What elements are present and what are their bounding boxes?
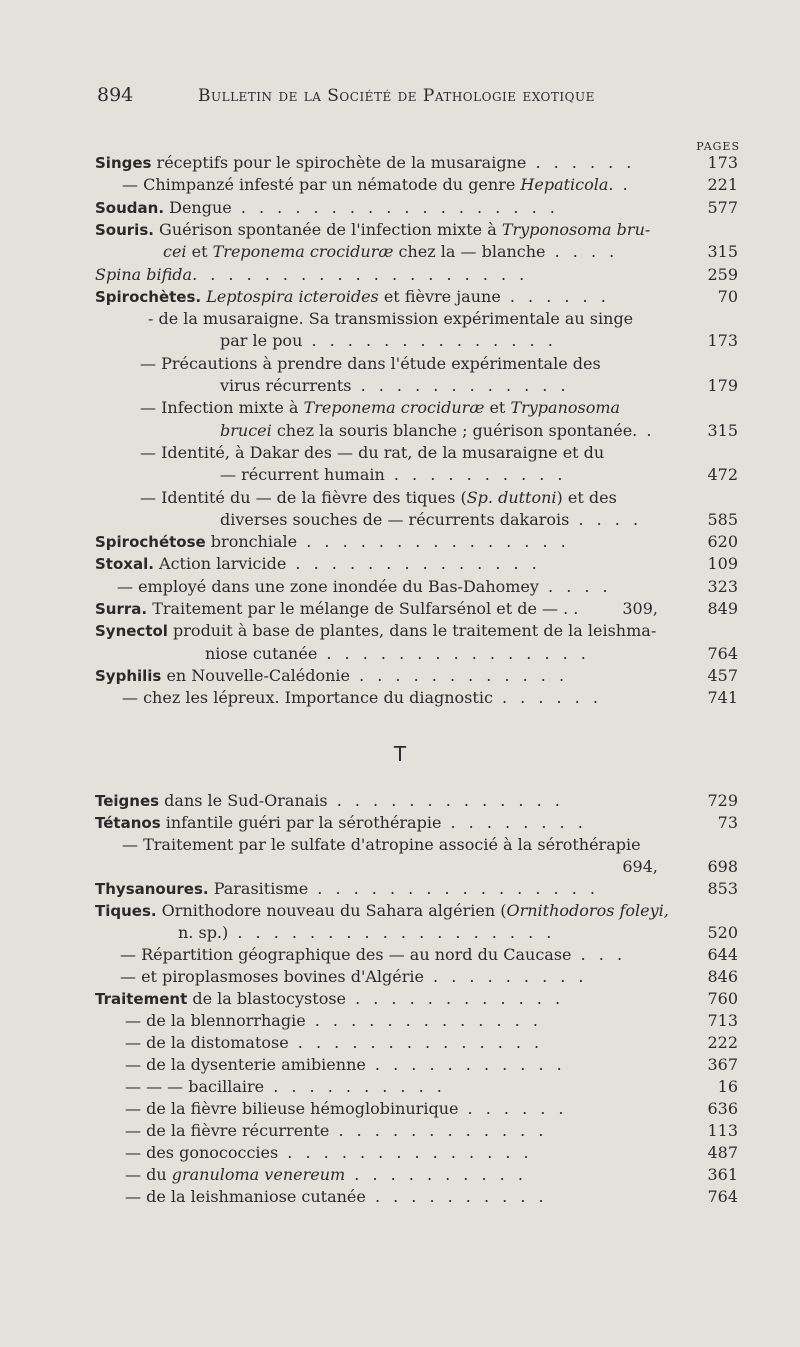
entry-leader-dots: . — [613, 175, 632, 195]
entry-description-cont: chez la souris blanche ; guérison spontanée. — [271, 420, 638, 440]
entry-page-ref: 846 — [707, 967, 738, 986]
entry-text — [95, 197, 559, 219]
entry-heading: Tiques. — [95, 902, 157, 920]
entry-page-ref: 315 — [707, 420, 738, 440]
entry-leader-dots: . . . . . . . . . . . . . . — [278, 1143, 533, 1162]
entry-italic-term: brucei — [220, 420, 272, 440]
entry-text — [220, 375, 570, 397]
index-entry — [0, 1164, 800, 1186]
entry-description: — des gonococcies — [125, 1143, 279, 1162]
entry-page-ref: 698 — [707, 857, 738, 876]
entry-page-ref: 729 — [707, 791, 738, 810]
entry-text — [122, 174, 632, 196]
index-entry — [0, 687, 800, 709]
entry-italic-term: Treponema crociduræ — [303, 398, 485, 418]
entry-page-ref: 361 — [707, 1165, 738, 1184]
index-entry — [0, 643, 800, 665]
entry-text — [95, 620, 656, 642]
index-entry — [0, 264, 800, 286]
entry-leader-dots: . . . . . . . . . . — [384, 465, 567, 485]
entry-text — [148, 308, 633, 330]
entry-text — [140, 353, 601, 375]
index-entry — [0, 375, 800, 397]
entry-leader-dots: . . . . . . . . . . . . — [329, 1121, 548, 1140]
entry-leader-dots: . . . . . . . . — [441, 813, 587, 832]
entry-description: — Infection mixte à — [140, 398, 304, 418]
entry-page-ref: 636 — [707, 1099, 738, 1118]
entry-page-ref: 113 — [707, 1121, 738, 1140]
entry-description: — de la leishmaniose cutanée — [125, 1187, 366, 1206]
entry-italic-term: Ornithodoros foleyi, — [506, 901, 669, 920]
entry-leader-dots: . . . . . . . . . . . . . — [305, 1011, 542, 1030]
entry-description: — de la blennorrhagie — [125, 1011, 306, 1030]
entry-description: niose cutanée — [205, 643, 318, 663]
entry-description: Dengue — [164, 197, 232, 217]
index-entry — [0, 1032, 800, 1054]
index-entry — [0, 922, 800, 944]
running-title: Bulletin de la Société de Pathologie exotique — [198, 86, 595, 106]
index-entry — [0, 790, 800, 812]
index-entry — [0, 856, 800, 878]
index-entry — [0, 1098, 800, 1120]
index-entry — [0, 509, 800, 531]
index-entry — [0, 812, 800, 834]
entry-description: — récurrent humain — [220, 465, 385, 485]
entry-page-ref: 713 — [707, 1011, 738, 1030]
entry-description: — Chimpanzé infesté par un nématode du genre — [122, 175, 521, 195]
entry-description: Parasitisme — [208, 879, 309, 898]
index-entry — [0, 620, 800, 642]
entry-leader-dots: . . . . . . . . . . — [365, 1187, 548, 1206]
entry-text — [125, 1120, 547, 1142]
entry-page-ref: 487 — [707, 1143, 738, 1162]
entry-text — [178, 922, 555, 944]
index-entry — [0, 308, 800, 330]
entry-description: — — — bacillaire — [125, 1077, 265, 1096]
entry-description-cont: et fièvre jaune — [378, 286, 501, 306]
entry-heading: Tétanos — [95, 814, 161, 832]
entry-page-ref: 694, — [622, 857, 658, 876]
entry-leader-dots: . . . . . . — [526, 153, 636, 172]
index-entry — [0, 197, 800, 219]
entry-heading: Surra. — [95, 600, 148, 618]
entry-page-ref: 179 — [707, 376, 738, 395]
entry-text — [125, 1186, 548, 1208]
index-entry — [0, 420, 800, 442]
index-entry — [0, 152, 800, 174]
entry-page-ref: 764 — [707, 1187, 738, 1206]
entry-description: Traitement par le mélange de Sulfarsénol et de — . . — [147, 599, 579, 618]
entry-text — [95, 553, 541, 575]
entry-text — [95, 900, 669, 922]
index-entry — [0, 966, 800, 988]
entry-description: — du — [125, 1165, 172, 1184]
entry-text — [95, 598, 578, 620]
entry-heading: Soudan. — [95, 198, 165, 217]
index-entry — [0, 988, 800, 1010]
index-entry — [0, 286, 800, 308]
entry-page-ref: 457 — [707, 665, 738, 685]
entry-description: virus récurrents — [220, 376, 352, 395]
entry-page-ref: 577 — [707, 197, 738, 217]
entry-page-ref: 585 — [707, 509, 738, 529]
entry-description: — de la fièvre bilieuse hémoglobinurique — [125, 1099, 459, 1118]
index-entry — [0, 878, 800, 900]
entry-leader-dots: . . . . — [538, 576, 612, 596]
entry-description: n. sp.) — [178, 923, 229, 942]
entry-leader-dots: . . . . . . . . . . . . . . — [288, 1033, 544, 1052]
index-entry — [0, 397, 800, 419]
index-entry — [0, 834, 800, 856]
entry-page-ref: 109 — [707, 554, 738, 574]
entry-italic-term: Leptospira icteroides — [206, 286, 379, 306]
index-entry — [0, 1142, 800, 1164]
entry-leader-dots: . — [637, 420, 656, 440]
entry-text — [163, 241, 618, 263]
entry-description: en Nouvelle-Calédonie — [161, 665, 350, 685]
entry-text — [95, 531, 570, 553]
entry-heading: Spirochètes. — [95, 287, 202, 306]
entry-heading: Traitement — [95, 990, 188, 1008]
entry-italic-term: granuloma venereum — [171, 1165, 346, 1184]
entry-description-cont: . — [608, 175, 614, 195]
entry-description: — Traitement par le sulfate d'atropine associé à la sérothérapie — [122, 835, 641, 854]
entry-description-cont: et — [484, 398, 511, 418]
entry-description: de la blastocystose — [187, 989, 346, 1008]
entry-description: — Identité du — de la fièvre des tiques ( — [140, 487, 467, 507]
entry-text — [95, 152, 635, 174]
entry-leader-dots: . . . — [571, 945, 627, 964]
entry-leader-dots: . . . . . . . . . . . . . . — [286, 554, 541, 574]
entry-page-ref: 173 — [707, 331, 738, 351]
entry-description: Action larvicide — [153, 554, 287, 574]
entry-text — [125, 1098, 568, 1120]
entry-heading: Souris. — [95, 220, 154, 239]
entry-text — [95, 264, 528, 286]
entry-page-ref: 259 — [707, 264, 738, 284]
entry-description: — et piroplasmoses bovines d'Algérie — [120, 967, 424, 986]
entry-text — [220, 509, 642, 531]
entry-italic-term: Trypanosoma — [510, 398, 621, 418]
entry-text — [122, 687, 602, 709]
entry-text — [205, 643, 590, 665]
entry-text — [140, 442, 604, 464]
entry-description: infantile guéri par la sérothérapie — [160, 813, 442, 832]
entry-text — [95, 878, 599, 900]
entry-italic-term: Treponema crociduræ — [212, 242, 394, 262]
entry-heading: Spirochétose — [95, 533, 206, 552]
entry-page-ref: 760 — [707, 989, 738, 1008]
index-entry — [0, 1120, 800, 1142]
entry-text — [125, 1054, 566, 1076]
entry-heading: Synectol — [95, 622, 168, 641]
entry-leader-dots: . . . . . . . . . . . . — [351, 376, 570, 395]
entry-description: — de la fièvre récurrente — [125, 1121, 330, 1140]
index-entry — [0, 241, 800, 263]
entry-heading: Teignes — [95, 792, 160, 810]
entry-description: - de la musaraigne. Sa transmission expérimentale au singe — [148, 309, 634, 329]
entry-text — [120, 944, 626, 966]
index-entry — [0, 1186, 800, 1208]
entry-leader-dots: . . . . . . — [492, 688, 602, 708]
index-entry — [0, 1054, 800, 1076]
entry-page-ref: 221 — [707, 175, 738, 195]
entry-leader-dots: . . . . . . . . . . . . — [346, 989, 565, 1008]
entry-description: réceptifs pour le spirochète de la musaraigne — [151, 153, 527, 172]
entry-description-cont: ) et des — [556, 487, 617, 507]
entry-leader-dots: . . . . . . . . . . . . . — [327, 791, 564, 810]
entry-text — [220, 330, 557, 352]
page-header — [0, 84, 800, 114]
entry-leader-dots: . . . . . . . . . . — [264, 1077, 446, 1096]
entry-text — [95, 219, 650, 241]
index-entry — [0, 174, 800, 196]
entry-description-cont: et — [186, 242, 213, 262]
entry-description: produit à base de plantes, dans le traitement de la leishma- — [167, 621, 657, 641]
entry-text — [95, 790, 564, 812]
index-entry — [0, 464, 800, 486]
entry-description: — chez les lépreux. Importance du diagnostic — [122, 688, 493, 708]
entry-description: — de la dysenterie amibienne — [125, 1055, 366, 1074]
index-entry — [0, 487, 800, 509]
entry-text — [117, 576, 612, 598]
index-entry — [0, 330, 800, 352]
entry-description: diverses souches de — récurrents dakarois — [220, 509, 570, 529]
entry-page-ref: 73 — [717, 813, 738, 832]
entry-text — [125, 1076, 446, 1098]
entry-text — [95, 988, 564, 1010]
entry-page-ref: 70 — [717, 286, 738, 306]
entry-description: — Répartition géographique des — au nord du Caucase — [120, 945, 572, 964]
entry-leader-dots: . . . . . . . . . . . . . . . . . . . — [192, 264, 529, 284]
entry-page-ref: 520 — [707, 923, 738, 942]
entry-description: — Précautions à prendre dans l'étude expérimentale des — [140, 353, 601, 373]
entry-page-ref: 741 — [707, 688, 738, 708]
entry-page-ref: 173 — [707, 153, 738, 172]
entry-page-ref: 222 — [707, 1033, 738, 1052]
entry-leader-dots: . . . . . . — [458, 1099, 568, 1118]
index-entry — [0, 219, 800, 241]
entry-text — [125, 1164, 527, 1186]
entry-text — [140, 397, 620, 419]
entry-italic-term: Hepaticola — [520, 175, 609, 195]
entry-page-ref: 849 — [707, 599, 738, 618]
index-entry — [0, 1010, 800, 1032]
index-entry — [0, 442, 800, 464]
entry-text — [125, 1142, 533, 1164]
entry-page-ref: 323 — [707, 576, 738, 596]
entry-text — [95, 286, 610, 308]
entry-leader-dots: . . . . . . . . . . . . — [350, 665, 569, 685]
entry-leader-dots: . . . . . . . . . . . . . . . — [297, 532, 570, 552]
pages-column-label: PAGES — [696, 140, 740, 153]
entry-page-ref: 309, — [622, 599, 658, 618]
index-entry — [0, 1076, 800, 1098]
index-entry — [0, 576, 800, 598]
entry-heading: Syphilis — [95, 666, 162, 685]
entry-italic-term: Spina bifida — [95, 264, 193, 284]
entry-page-ref: 367 — [707, 1055, 738, 1074]
entry-page-ref: 620 — [707, 532, 738, 552]
index-entry — [0, 553, 800, 575]
entry-text — [220, 420, 655, 442]
entry-page-ref: 644 — [707, 945, 738, 964]
entry-leader-dots: . . . . . . . . . . . . . . . . . . — [228, 923, 556, 942]
entry-leader-dots: . . . . . . . . . . . . . . — [302, 331, 557, 351]
entry-italic-term: Sp. duttoni — [466, 487, 557, 507]
index-entry — [0, 598, 800, 620]
entry-page-ref: 472 — [707, 465, 738, 485]
section-letter-t: T — [393, 742, 407, 766]
entry-page-ref: 764 — [707, 643, 738, 663]
entry-description: Guérison spontanée de l'infection mixte à — [153, 219, 502, 239]
entry-page-ref: 16 — [717, 1077, 738, 1096]
entry-text — [95, 812, 587, 834]
entry-text — [125, 1032, 543, 1054]
entry-leader-dots: . . . . . . — [500, 286, 610, 306]
entry-text — [122, 834, 641, 856]
entry-page-ref: 853 — [707, 879, 738, 898]
entry-leader-dots: . . . . . . . . . . . . . . . — [317, 643, 590, 663]
entry-leader-dots: . . . . . . . . . — [423, 967, 588, 986]
index-entry — [0, 944, 800, 966]
entry-heading: Thysanoures. — [95, 880, 209, 898]
entry-heading: Singes — [95, 154, 152, 172]
index-entry — [0, 353, 800, 375]
entry-description: — Identité, à Dakar des — du rat, de la musaraigne et du — [140, 442, 605, 462]
entry-text — [95, 665, 568, 687]
entry-description: bronchiale — [205, 532, 298, 552]
entry-description: — employé dans une zone inondée du Bas-Dahomey — [117, 576, 539, 596]
entry-heading: Stoxal. — [95, 555, 154, 574]
index-entry — [0, 531, 800, 553]
entry-description: Ornithodore nouveau du Sahara algérien ( — [156, 901, 507, 920]
entry-text — [220, 464, 567, 486]
entry-text — [140, 487, 617, 509]
index-entry — [0, 900, 800, 922]
entry-leader-dots: . . . . — [569, 509, 643, 529]
entry-text — [125, 1010, 542, 1032]
entry-text — [120, 966, 588, 988]
page-number: 894 — [97, 84, 134, 106]
entry-leader-dots: . . . . . . . . . . . . . . . . — [308, 879, 599, 898]
entry-italic-term: Tryponosoma bru- — [501, 219, 651, 239]
entry-description: par le pou — [220, 331, 303, 351]
entry-description: — de la distomatose — [125, 1033, 289, 1052]
entry-leader-dots: . . . . — [545, 242, 619, 262]
entry-leader-dots: . . . . . . . . . . — [345, 1165, 527, 1184]
entry-page-ref: 315 — [707, 242, 738, 262]
entry-italic-term: cei — [163, 242, 187, 262]
entry-description: dans le Sud-Oranais — [159, 791, 328, 810]
index-entry — [0, 665, 800, 687]
entry-description-cont: chez la — blanche — [393, 242, 546, 262]
entry-leader-dots: . . . . . . . . . . . — [365, 1055, 566, 1074]
entry-leader-dots: . . . . . . . . . . . . . . . . . . — [231, 197, 559, 217]
